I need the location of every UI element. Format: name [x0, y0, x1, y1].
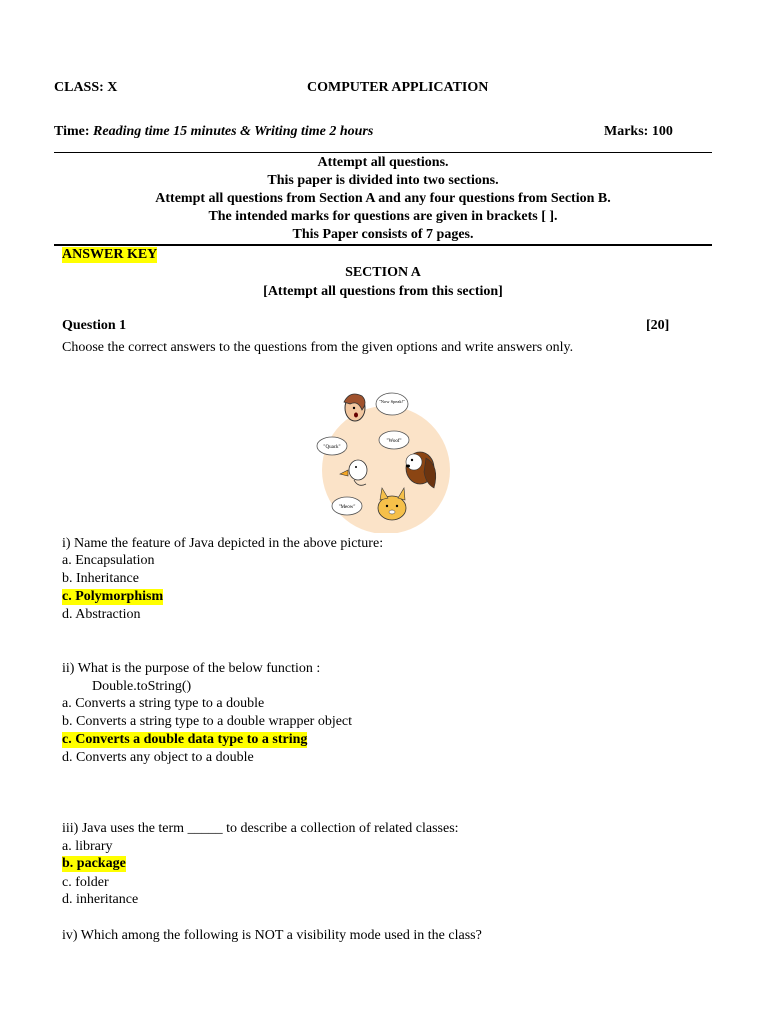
instruction-line: The intended marks for questions are given in brackets [ ].: [208, 209, 558, 224]
instruction-line: Attempt all questions from Section A and any four questions from Section B.: [155, 191, 611, 206]
speech-bubble: [317, 437, 347, 455]
option: a. library: [62, 839, 113, 854]
speech-bubble: [332, 497, 362, 515]
time-label: Time:: [54, 124, 90, 139]
option: d. Converts any object to a double: [62, 750, 254, 765]
answer-key-label: ANSWER KEY: [62, 247, 158, 262]
bubble-text: "Now Speak!": [378, 399, 406, 404]
section-title: SECTION A: [345, 265, 421, 280]
option: d. Abstraction: [62, 607, 141, 622]
option: c. folder: [62, 875, 109, 890]
time-text: Reading time 15 minutes & Writing time 2 hours: [93, 124, 374, 139]
option: a. Converts a string type to a double: [62, 696, 265, 711]
marks-total: Marks: 100: [604, 124, 673, 139]
bubble-text: "Quack": [323, 445, 341, 450]
time-line: [54, 124, 373, 140]
option: d. inheritance: [62, 892, 139, 907]
option: b. Converts a string type to a double wrapper object: [62, 714, 353, 729]
subject-title: COMPUTER APPLICATION: [307, 80, 489, 95]
option: b. Inheritance: [62, 571, 139, 586]
bubble-text: "Woof": [386, 439, 402, 444]
instruction-line: This paper is divided into two sections.: [267, 173, 499, 188]
question-title: Question 1: [62, 318, 127, 333]
question-text: i) Name the feature of Java depicted in the above picture:: [62, 536, 384, 551]
section-subtitle: [Attempt all questions from this section]: [263, 284, 503, 299]
instructions-divider: [54, 244, 712, 246]
bubble-text: "Meow": [338, 505, 356, 510]
question-text: ii) What is the purpose of the below function :: [62, 661, 321, 676]
instruction-line: This Paper consists of 7 pages.: [292, 227, 474, 242]
correct-option: b. package: [62, 856, 126, 871]
speech-bubble: [379, 431, 409, 449]
class-label: CLASS: X: [54, 80, 118, 95]
instruction-line: Attempt all questions.: [317, 155, 449, 170]
question-text: iii) Java uses the term _____ to describe a collection of related classes:: [62, 821, 459, 836]
question-instruction: Choose the correct answers to the questions from the given options and write answers only.: [62, 340, 574, 355]
code-snippet: Double.toString(): [92, 679, 192, 694]
question-marks: [20]: [646, 318, 670, 333]
person-icon: [344, 394, 365, 421]
correct-option: c. Polymorphism: [62, 589, 164, 604]
polymorphism-illustration: [310, 388, 454, 533]
correct-option: c. Converts a double data type to a string: [62, 732, 308, 747]
top-divider: [54, 152, 712, 153]
speech-bubble: [376, 393, 408, 415]
question-text: iv) Which among the following is NOT a visibility mode used in the class?: [62, 928, 482, 943]
option: a. Encapsulation: [62, 553, 155, 568]
